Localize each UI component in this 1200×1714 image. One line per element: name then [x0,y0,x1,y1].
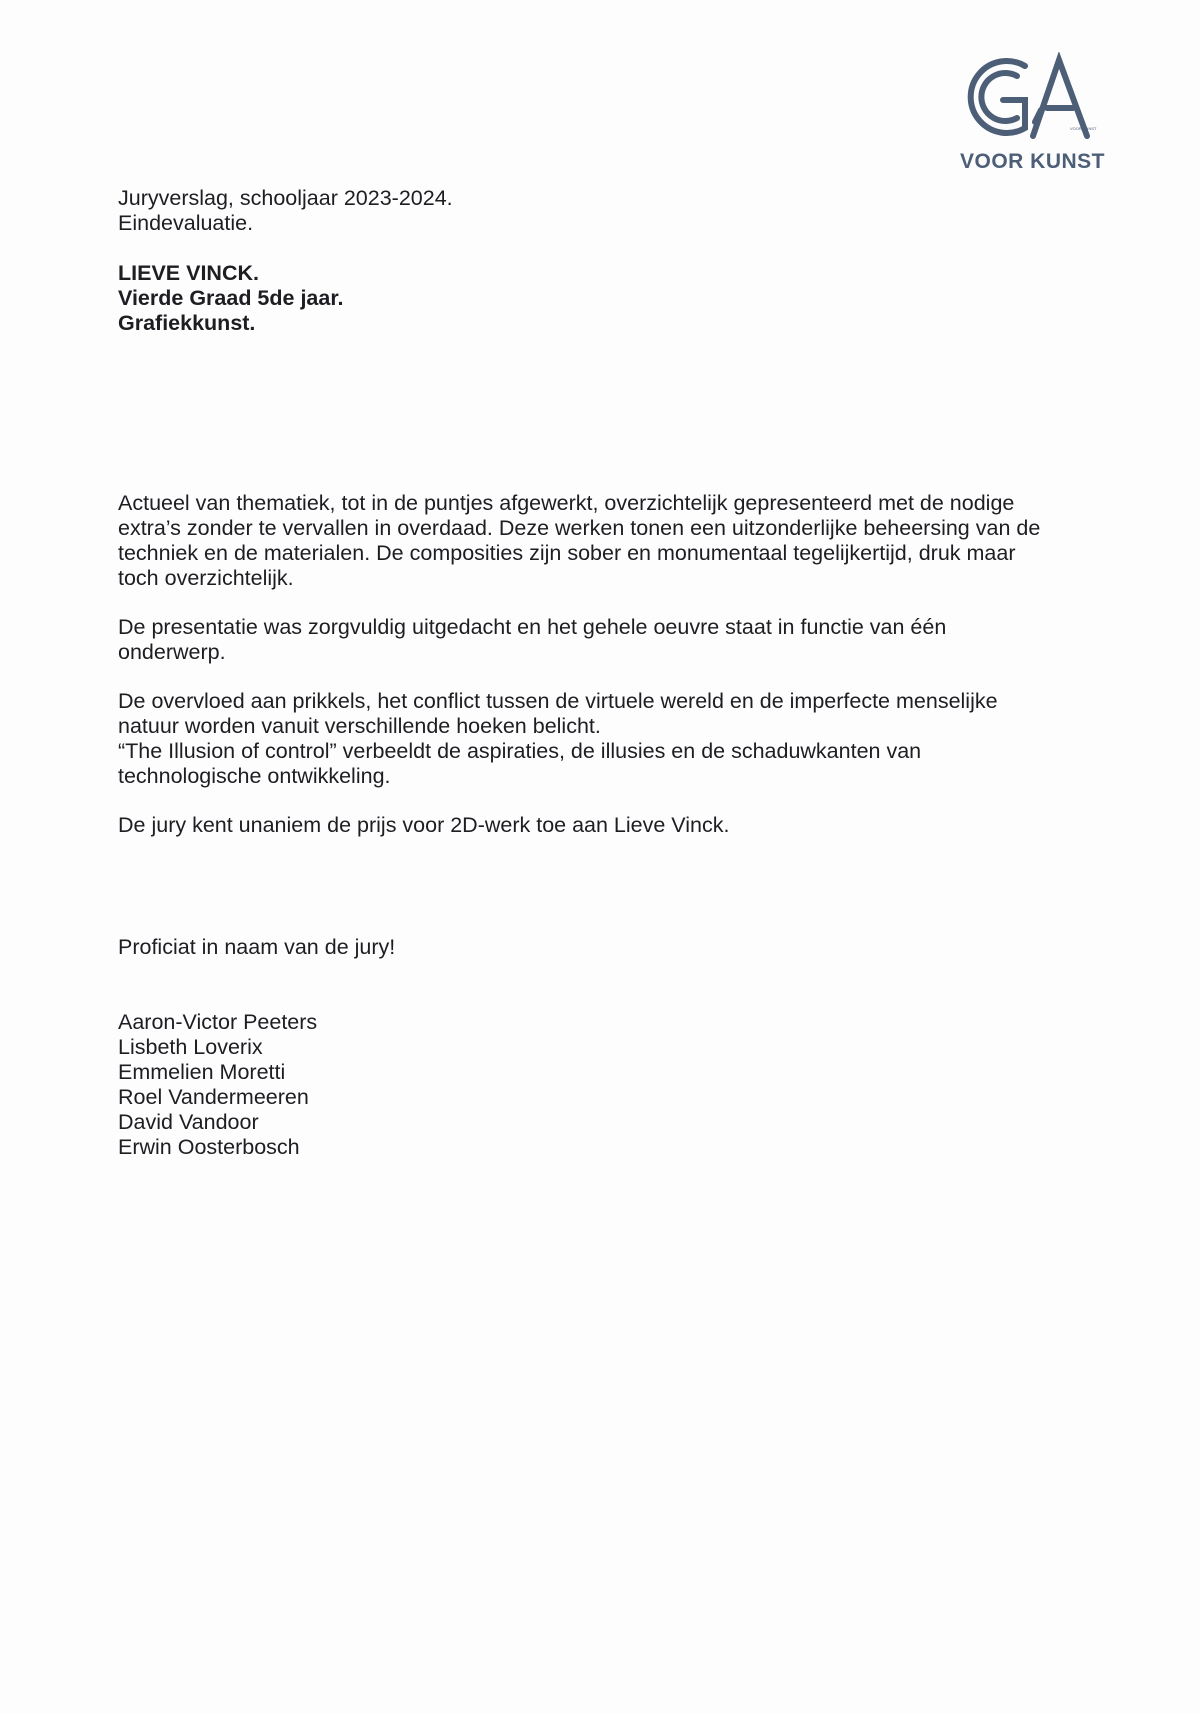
student-info [118,261,344,336]
paragraph-1 [118,491,1098,591]
report-header [118,186,453,236]
closing-line: Proficiat in naam van de jury! [118,935,396,959]
jury-member: Erwin Oosterbosch [118,1135,300,1159]
report-subtitle: Eindevaluatie. [118,211,254,235]
paragraph-2 [118,615,1098,665]
student-discipline: Grafiekkunst. [118,311,256,335]
logo-small-text: VOOR KUNST [1070,126,1097,131]
text-line: “The Illusion of control” verbeeldt de aspiraties, de illusies en de schaduwkanten van [118,739,922,763]
jury-member: Roel Vandermeeren [118,1085,309,1109]
jury-list [118,1010,317,1160]
paragraph-3 [118,689,1098,739]
report-body [118,491,1098,862]
ga-logo-icon [967,52,1097,142]
student-grade: Vierde Graad 5de jaar. [118,286,344,310]
text-line: technologische ontwikkeling. [118,764,391,788]
text-line: Actueel van thematiek, tot in de puntjes afgewerkt, overzichtelijk gepresenteerd met de nodige [118,491,1015,515]
jury-member: Emmelien Moretti [118,1060,286,1084]
report-title: Juryverslag, schooljaar 2023-2024. [118,186,453,210]
text-line: extra’s zonder te vervallen in overdaad. Deze werken tonen een uitzonderlijke beheersing van de [118,516,1041,540]
paragraph-4 [118,739,1098,789]
text-line: De presentatie was zorgvuldig uitgedacht en het gehele oeuvre staat in functie van één [118,615,947,639]
text-line: natuur worden vanuit verschillende hoeken belicht. [118,714,601,738]
text-line: onderwerp. [118,640,226,664]
logo-caption: VOOR KUNST [959,150,1105,173]
text-line: techniek en de materialen. De composities zijn sober en monumentaal tegelijkertijd, druk maar [118,541,1016,565]
jury-member: David Vandoor [118,1110,259,1134]
logo [955,52,1110,177]
text-line: De overvloed aan prikkels, het conflict tussen de virtuele wereld en de imperfecte menselijke [118,689,998,713]
student-name: LIEVE VINCK. [118,261,259,285]
jury-member: Lisbeth Loverix [118,1035,263,1059]
text-line: toch overzichtelijk. [118,566,294,590]
jury-member: Aaron-Victor Peeters [118,1010,318,1034]
paragraph-5: De jury kent unaniem de prijs voor 2D-werk toe aan Lieve Vinck. [118,813,730,837]
